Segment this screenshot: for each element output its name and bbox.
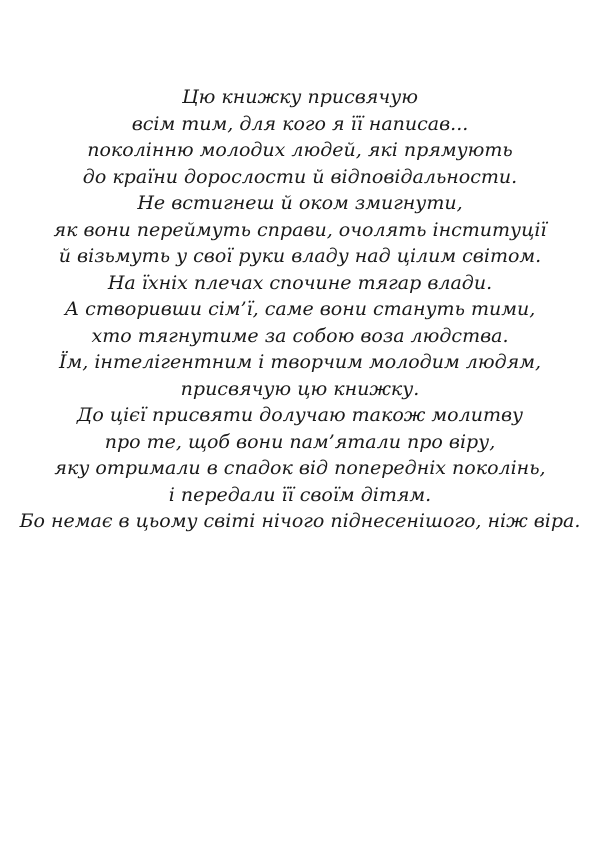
dedication-text — [0, 84, 600, 535]
dedication-line: А створивши сім’ї, саме вони стануть тими, — [64, 298, 536, 320]
dedication-line: й візьмуть у свої руки владу над цілим світом. — [58, 245, 542, 267]
dedication-line: як вони переймуть справи, очолять інституції — [53, 218, 547, 241]
dedication-line: До цієї присвяти долучаю також молитву — [76, 404, 524, 426]
dedication-line: всім тим, для кого я її написав... — [131, 112, 469, 135]
dedication-line: присвячую цю книжку. — [180, 377, 420, 400]
dedication-line: Їм, інтелігентним і творчим молодим людям, — [59, 351, 541, 373]
dedication-line: На їхніх плечах спочине тягар влади. — [107, 271, 493, 294]
dedication-line: до країни дорослости й відповідальности. — [82, 165, 518, 188]
dedication-line: і передали її своїм дітям. — [168, 483, 432, 506]
dedication-line: Не встигнеш й оком змигнути, — [137, 192, 463, 214]
dedication-line: яку отримали в спадок від попередніх поколінь, — [54, 457, 546, 479]
dedication-line: хто тягнутиме за собою воза людства. — [91, 324, 509, 347]
dedication-line: поколінню молодих людей, які прямують — [87, 139, 513, 161]
dedication-line: про те, щоб вони пам’ятали про віру, — [104, 430, 496, 453]
dedication-line: Цю книжку присвячую — [182, 86, 418, 108]
dedication-line: Бо немає в цьому світі нічого піднесенішого, ніж віра. — [19, 510, 581, 532]
